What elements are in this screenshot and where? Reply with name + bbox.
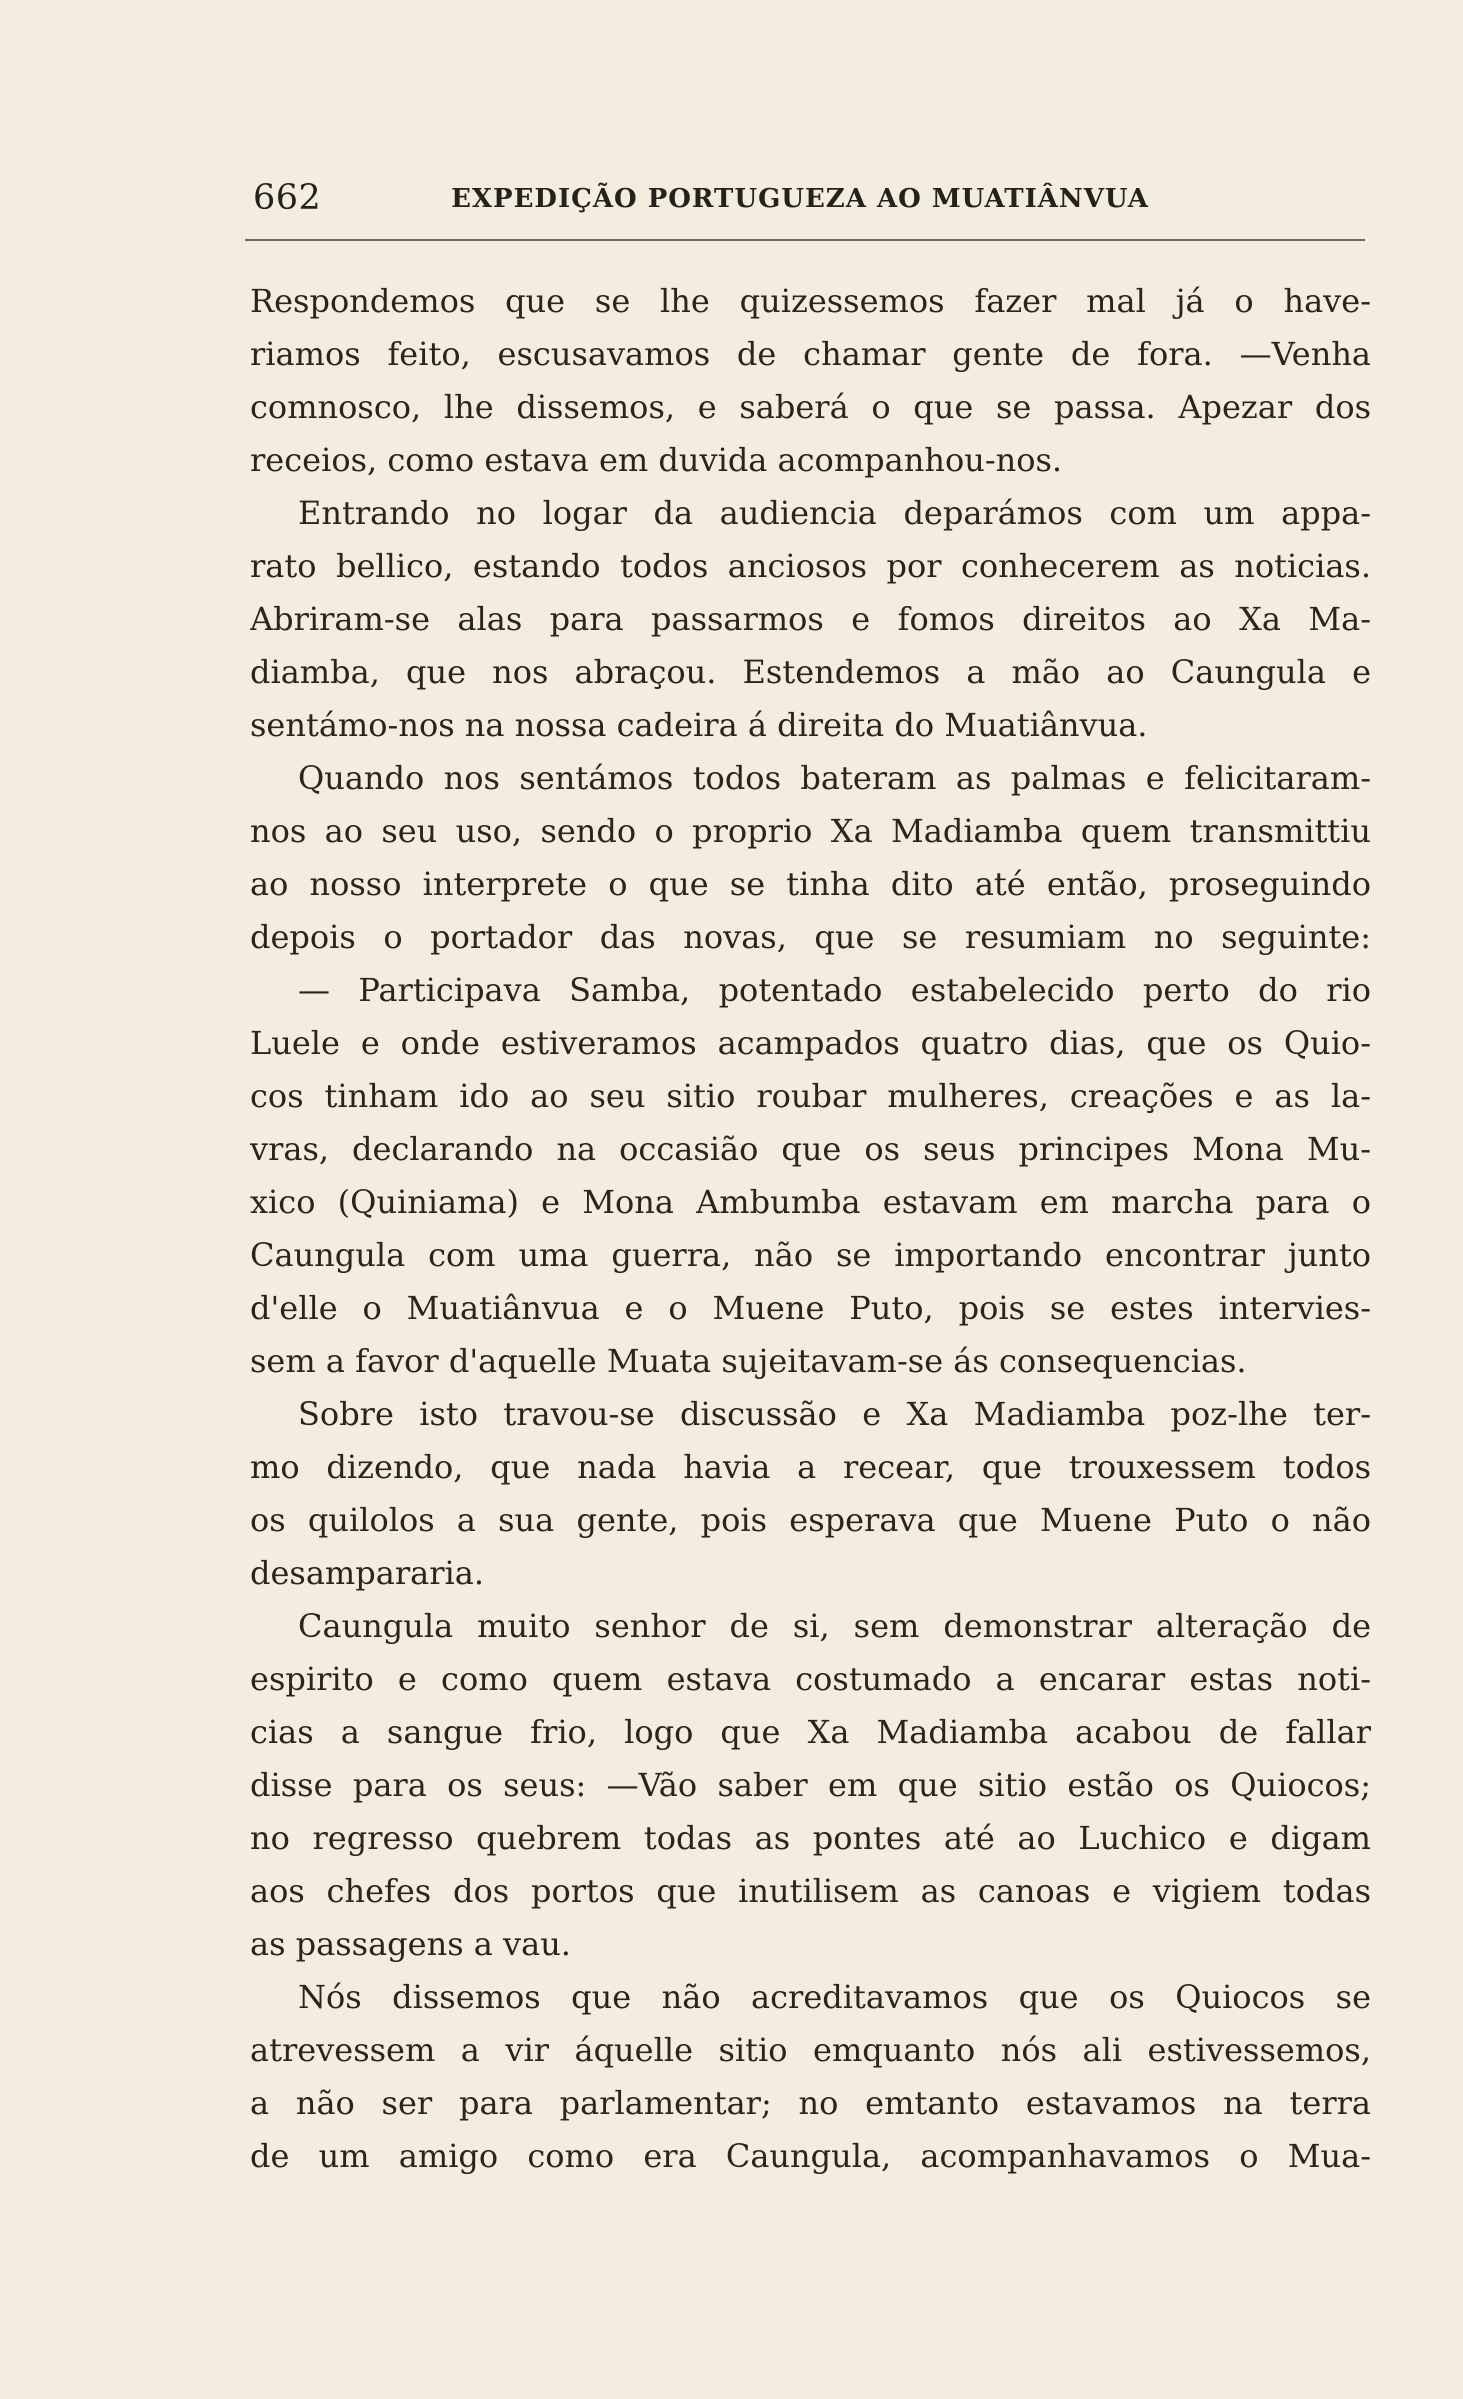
text-line: receios, como estava em duvida acompanhou-nos. xyxy=(250,441,1063,479)
page-number: 662 xyxy=(253,178,322,218)
text-line: Entrando no logar da audiencia deparámos com um appa- xyxy=(298,494,1371,532)
text-line: de um amigo como era Caungula, acompanhavamos o Mua- xyxy=(250,2137,1371,2175)
text-line: Luele e onde estiveramos acampados quatro dias, que os Quio- xyxy=(250,1024,1371,1062)
text-line: atrevessem a vir áquelle sitio emquanto nós ali estivessemos, xyxy=(250,2031,1371,2069)
body-text xyxy=(250,275,1371,2183)
text-line: Respondemos que se lhe quizessemos fazer mal já o have- xyxy=(250,282,1371,320)
text-line: sentámo-nos na nossa cadeira á direita do Muatiânvua. xyxy=(250,706,1148,744)
text-line: xico (Quiniama) e Mona Ambumba estavam em marcha para o xyxy=(250,1183,1371,1221)
running-title: EXPEDIÇÃO PORTUGUEZA AO MUATIÂNVUA xyxy=(451,184,1149,214)
text-line: os quilolos a sua gente, pois esperava que Muene Puto o não xyxy=(250,1501,1371,1539)
text-line: Caungula com uma guerra, não se importando encontrar junto xyxy=(250,1236,1371,1274)
text-line: diamba, que nos abraçou. Estendemos a mão ao Caungula e xyxy=(250,653,1371,691)
text-line: nos ao seu uso, sendo o proprio Xa Madiamba quem transmittiu xyxy=(250,812,1371,850)
text-line: comnosco, lhe dissemos, e saberá o que se passa. Apezar dos xyxy=(250,388,1371,426)
page-header xyxy=(245,168,1365,228)
header-rule xyxy=(245,239,1365,241)
text-line: rato bellico, estando todos anciosos por conhecerem as noticias. xyxy=(250,547,1371,585)
text-line: Abriram-se alas para passarmos e fomos direitos ao Xa Ma- xyxy=(250,600,1371,638)
text-line: ao nosso interprete o que se tinha dito até então, proseguindo xyxy=(250,865,1371,903)
text-line: disse para os seus: —Vão saber em que sitio estão os Quiocos; xyxy=(250,1766,1371,1804)
text-line: a não ser para parlamentar; no emtanto estavamos na terra xyxy=(250,2084,1371,2122)
text-line: Caungula muito senhor de si, sem demonstrar alteração de xyxy=(298,1607,1371,1645)
text-line: espirito e como quem estava costumado a encarar estas noti- xyxy=(250,1660,1371,1698)
text-line: Quando nos sentámos todos bateram as palmas e felicitaram- xyxy=(298,759,1371,797)
text-line: vras, declarando na occasião que os seus principes Mona Mu- xyxy=(250,1130,1371,1168)
text-line: Nós dissemos que não acreditavamos que os Quiocos se xyxy=(298,1978,1371,2016)
text-line: sem a favor d'aquelle Muata sujeitavam-se ás consequencias. xyxy=(250,1342,1247,1380)
text-line: cos tinham ido ao seu sitio roubar mulheres, creações e as la- xyxy=(250,1077,1371,1115)
text-line: depois o portador das novas, que se resumiam no seguinte: xyxy=(250,918,1371,956)
text-line: no regresso quebrem todas as pontes até ao Luchico e digam xyxy=(250,1819,1371,1857)
text-line: cias a sangue frio, logo que Xa Madiamba acabou de fallar xyxy=(250,1713,1371,1751)
text-line: aos chefes dos portos que inutilisem as canoas e vigiem todas xyxy=(250,1872,1371,1910)
text-line: as passagens a vau. xyxy=(250,1925,571,1963)
text-line: riamos feito, escusavamos de chamar gente de fora. —Venha xyxy=(250,335,1371,373)
text-line: desampararia. xyxy=(250,1554,484,1592)
text-line: Sobre isto travou-se discussão e Xa Madiamba poz-lhe ter- xyxy=(298,1395,1371,1433)
text-line: mo dizendo, que nada havia a recear, que trouxessem todos xyxy=(250,1448,1371,1486)
text-line: d'elle o Muatiânvua e o Muene Puto, pois se estes intervies- xyxy=(250,1289,1371,1327)
text-line: — Participava Samba, potentado estabelecido perto do rio xyxy=(298,971,1371,1009)
